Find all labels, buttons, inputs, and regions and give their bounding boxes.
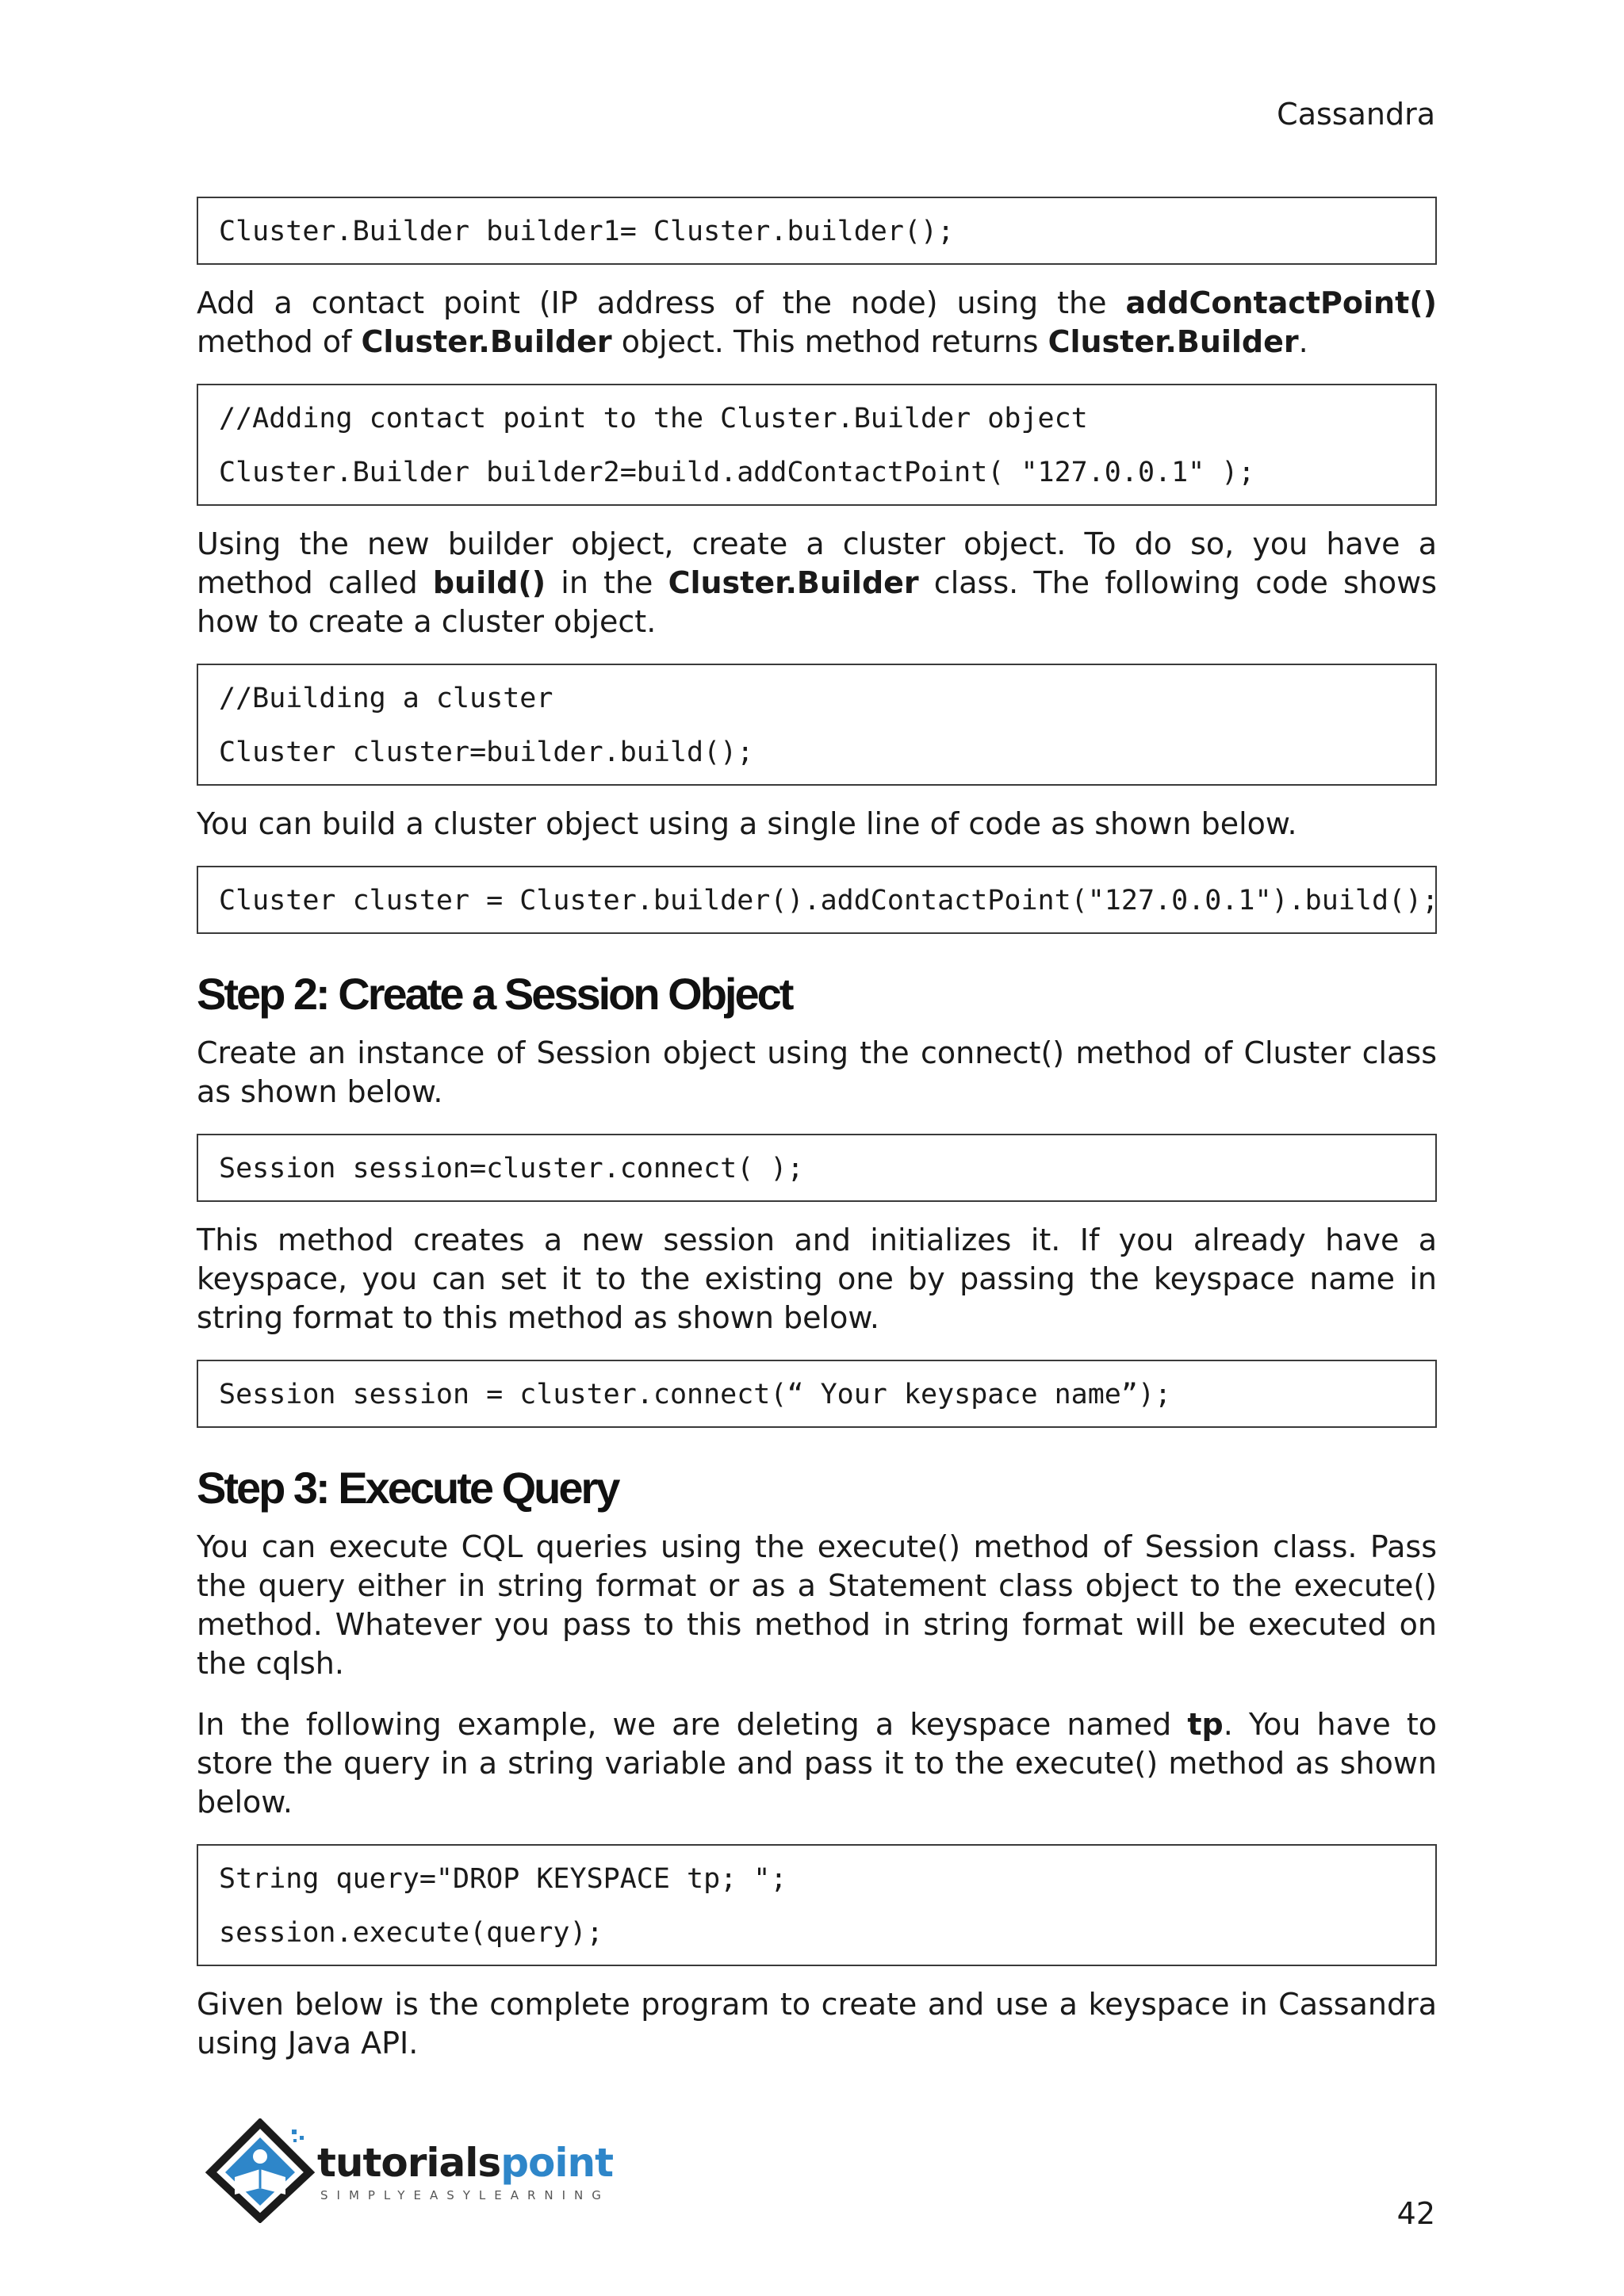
- code-line: Session session = cluster.connect(“ Your keyspace name”);: [219, 1379, 1172, 1410]
- code-line: Session session=cluster.connect( );: [219, 1153, 804, 1184]
- code-block: [197, 664, 1437, 786]
- paragraph: [197, 525, 1437, 641]
- paragraph: You can build a cluster object using a single line of code as shown below.: [197, 806, 1297, 841]
- bold-text: Cluster.Builder: [1048, 324, 1299, 359]
- logo-word-tutorials: tutorials: [317, 2140, 501, 2186]
- code-block: [197, 866, 1437, 934]
- code-line: Cluster.Builder builder1= Cluster.builder();: [219, 216, 955, 247]
- text-run: class. The following code shows how to create a cluster object.: [197, 565, 1438, 639]
- bold-text: addContactPoint(): [1125, 285, 1437, 320]
- code-block: [197, 384, 1437, 506]
- code-line: Cluster cluster=builder.build();: [219, 737, 754, 768]
- paragraph: [197, 284, 1437, 362]
- code-line: session.execute(query);: [219, 1917, 603, 1949]
- text-run: Add a contact point (IP address of the node) using the: [197, 285, 1126, 320]
- logo-wordmark: [317, 2141, 613, 2185]
- code-line: String query="DROP KEYSPACE tp; ";: [219, 1863, 787, 1895]
- page-number: 42: [1396, 2196, 1435, 2231]
- section-heading: Step 2: Create a Session Object: [197, 969, 792, 1019]
- paragraph: Create an instance of Session object using the connect() method of Cluster class as shown below.: [197, 1035, 1437, 1109]
- paragraph: Given below is the complete program to create and use a keyspace in Cassandra using Java API.: [197, 1987, 1437, 2061]
- code-block: [197, 1134, 1437, 1202]
- tutorialspoint-logo: [197, 2115, 625, 2226]
- paragraph: You can execute CQL queries using the execute() method of Session class. Pass the query either in string format or as a Statement class object to the execute() method. Whatever you pass to this method in string format will be executed on the cqlsh.: [197, 1529, 1437, 1681]
- logo-word-point: point: [500, 2140, 613, 2186]
- page-content: [197, 197, 1437, 2085]
- bold-text: Cluster.Builder: [668, 565, 919, 600]
- bold-text: tp: [1187, 1707, 1224, 1742]
- logo-tagline: SIMPLYEASYLEARNING: [320, 2188, 610, 2202]
- code-line: Cluster.Builder builder2=build.addContactPoint( "127.0.0.1" );: [219, 457, 1255, 488]
- text-run: in the: [546, 565, 668, 600]
- text-run: object. This method returns: [611, 324, 1048, 359]
- paragraph: [197, 1705, 1437, 1822]
- code-block: [197, 1360, 1437, 1428]
- code-block: [197, 1844, 1437, 1966]
- bold-text: build(): [432, 565, 546, 600]
- running-header: Cassandra: [1277, 97, 1435, 132]
- text-run: .: [1298, 324, 1308, 359]
- code-line: Cluster cluster = Cluster.builder().addContactPoint("127.0.0.1").build();: [219, 885, 1439, 916]
- code-line: //Building a cluster: [219, 683, 553, 714]
- bold-text: Cluster.Builder: [361, 324, 612, 359]
- text-run: Using the new builder object, create a cluster object. To do so, you have a method called: [197, 526, 1437, 600]
- paragraph: This method creates a new session and initializes it. If you already have a keyspace, you can set it to the existing one by passing the keyspace name in string format to this method as shown below.: [197, 1223, 1437, 1335]
- text-run: method of: [197, 324, 362, 359]
- book-reader-icon: [205, 2118, 316, 2223]
- code-block: [197, 197, 1437, 265]
- code-line: //Adding contact point to the Cluster.Builder object: [219, 403, 1088, 434]
- text-run: . You have to store the query in a string variable and pass it to the execute() method as shown below.: [197, 1707, 1438, 1820]
- section-heading: Step 3: Execute Query: [197, 1463, 619, 1513]
- text-run: In the following example, we are deleting a keyspace named: [197, 1707, 1188, 1742]
